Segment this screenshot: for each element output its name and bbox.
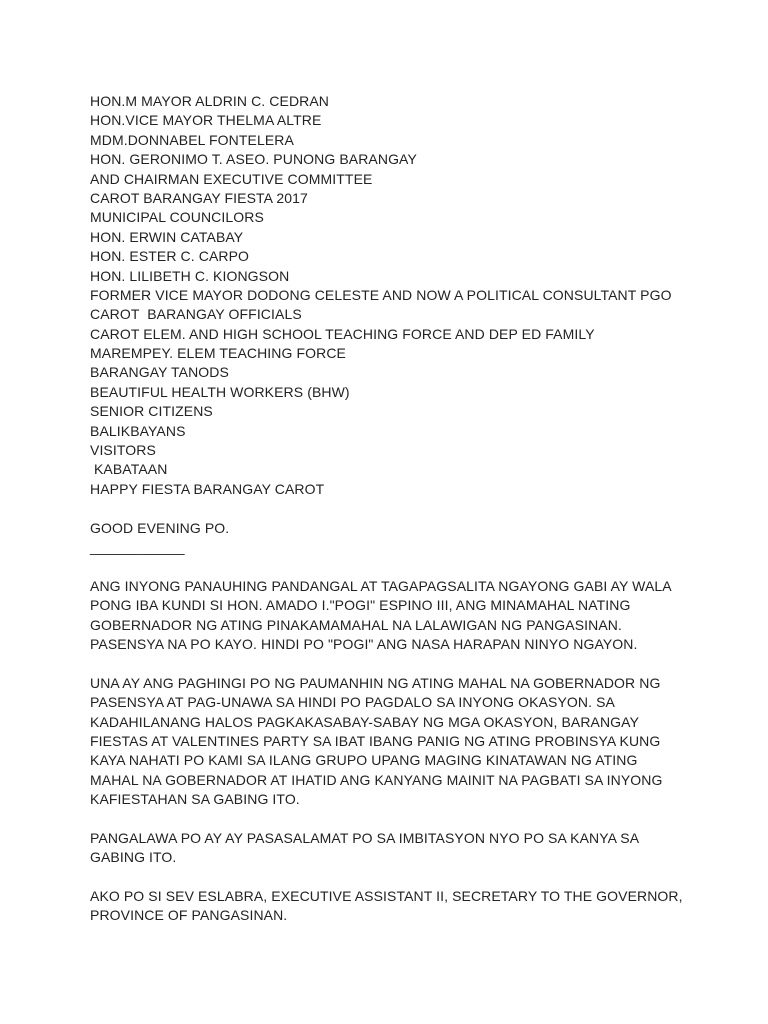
paragraph-introduction <box>90 887 690 926</box>
blank-line <box>90 868 690 887</box>
paragraph-line: KADAHILANANG HALOS PAGKAKASABAY-SABAY NG MGA OKASYON, BARANGAY <box>90 713 640 730</box>
addressee-line: SENIOR CITIZENS <box>90 403 213 420</box>
paragraph-line: PROVINCE OF PANGASINAN. <box>90 907 288 924</box>
addressee-line: BEAUTIFUL HEALTH WORKERS (BHW) <box>90 383 350 400</box>
addressee-line: HON. GERONIMO T. ASEO. PUNONG BARANGAY <box>90 151 417 168</box>
paragraph-line: PASENSYA AT PAG-UNAWA SA HINDI PO PAGDALO SA INYONG OKASYON. SA <box>90 694 615 711</box>
blank-line <box>90 499 690 518</box>
addressee-line: CAROT BARANGAY FIESTA 2017 <box>90 189 308 206</box>
separator-line: ____________ <box>90 538 185 555</box>
paragraph-line: GABING ITO. <box>90 849 177 866</box>
paragraph-line: UNA AY ANG PAGHINGI PO NG PAUMANHIN NG ATING MAHAL NA GOBERNADOR NG <box>90 674 661 691</box>
addressee-line: MUNICIPAL COUNCILORS <box>90 209 264 226</box>
addressee-line: HON.VICE MAYOR THELMA ALTRE <box>90 112 322 129</box>
addressee-line: CAROT BARANGAY OFFICIALS <box>90 306 302 323</box>
blank-line <box>90 557 690 576</box>
addressee-line: CAROT ELEM. AND HIGH SCHOOL TEACHING FORCE AND DEP ED FAMILY <box>90 325 595 342</box>
paragraph-thanks <box>90 829 690 868</box>
addressee-list <box>90 92 690 499</box>
paragraph-apology <box>90 674 690 810</box>
addressee-line: HON.M MAYOR ALDRIN C. CEDRAN <box>90 93 330 109</box>
paragraph-guest-of-honor <box>90 577 690 655</box>
paragraph-line: PANGALAWA PO AY AY PASASALAMAT PO SA IMBITASYON NYO PO SA KANYA SA <box>90 829 640 846</box>
paragraph-line: PONG IBA KUNDI SI HON. AMADO I."POGI" ESPINO III, ANG MINAMAHAL NATING <box>90 597 631 614</box>
addressee-line: MAREMPEY. ELEM TEACHING FORCE <box>90 345 346 362</box>
paragraph-line: GOBERNADOR NG ATING PINAKAMAMAHAL NA LALAWIGAN NG PANGASINAN. <box>90 616 622 633</box>
paragraph-line: AKO PO SI SEV ESLABRA, EXECUTIVE ASSISTANT II, SECRETARY TO THE GOVERNOR, <box>90 888 683 905</box>
blank-line <box>90 654 690 673</box>
paragraph-line: KAFIESTAHAN SA GABING ITO. <box>90 791 300 808</box>
addressee-line: HON. ERWIN CATABAY <box>90 228 244 245</box>
blank-line <box>90 809 690 828</box>
paragraph-line: KAYA NAHATI PO KAMI SA ILANG GRUPO UPANG MAGING KINATAWAN NG ATING <box>90 752 638 769</box>
addressee-line: BARANGAY TANODS <box>90 364 229 381</box>
addressee-line: MDM.DONNABEL FONTELERA <box>90 131 294 148</box>
addressee-line: HON. ESTER C. CARPO <box>90 248 250 265</box>
paragraph-line: PASENSYA NA PO KAYO. HINDI PO "POGI" ANG NASA HARAPAN NINYO NGAYON. <box>90 635 638 652</box>
paragraph-line: MAHAL NA GOBERNADOR AT IHATID ANG KANYANG MAINIT NA PAGBATI SA INYONG <box>90 771 663 788</box>
addressee-line: HAPPY FIESTA BARANGAY CAROT <box>90 480 325 497</box>
paragraph-line: FIESTAS AT VALENTINES PARTY SA IBAT IBANG PANIG NG ATING PROBINSYA KUNG <box>90 732 661 749</box>
greeting: GOOD EVENING PO. <box>90 519 230 536</box>
addressee-line: VISITORS <box>90 442 156 459</box>
document-body <box>90 92 690 926</box>
addressee-line: AND CHAIRMAN EXECUTIVE COMMITTEE <box>90 170 373 187</box>
paragraph-line: ANG INYONG PANAUHING PANDANGAL AT TAGAPAGSALITA NGAYONG GABI AY WALA <box>90 577 672 594</box>
addressee-line: HON. LILIBETH C. KIONGSON <box>90 267 290 284</box>
addressee-line: KABATAAN <box>90 461 168 478</box>
addressee-line: BALIKBAYANS <box>90 422 186 439</box>
addressee-line: FORMER VICE MAYOR DODONG CELESTE AND NOW A POLITICAL CONSULTANT PGO <box>90 286 672 303</box>
